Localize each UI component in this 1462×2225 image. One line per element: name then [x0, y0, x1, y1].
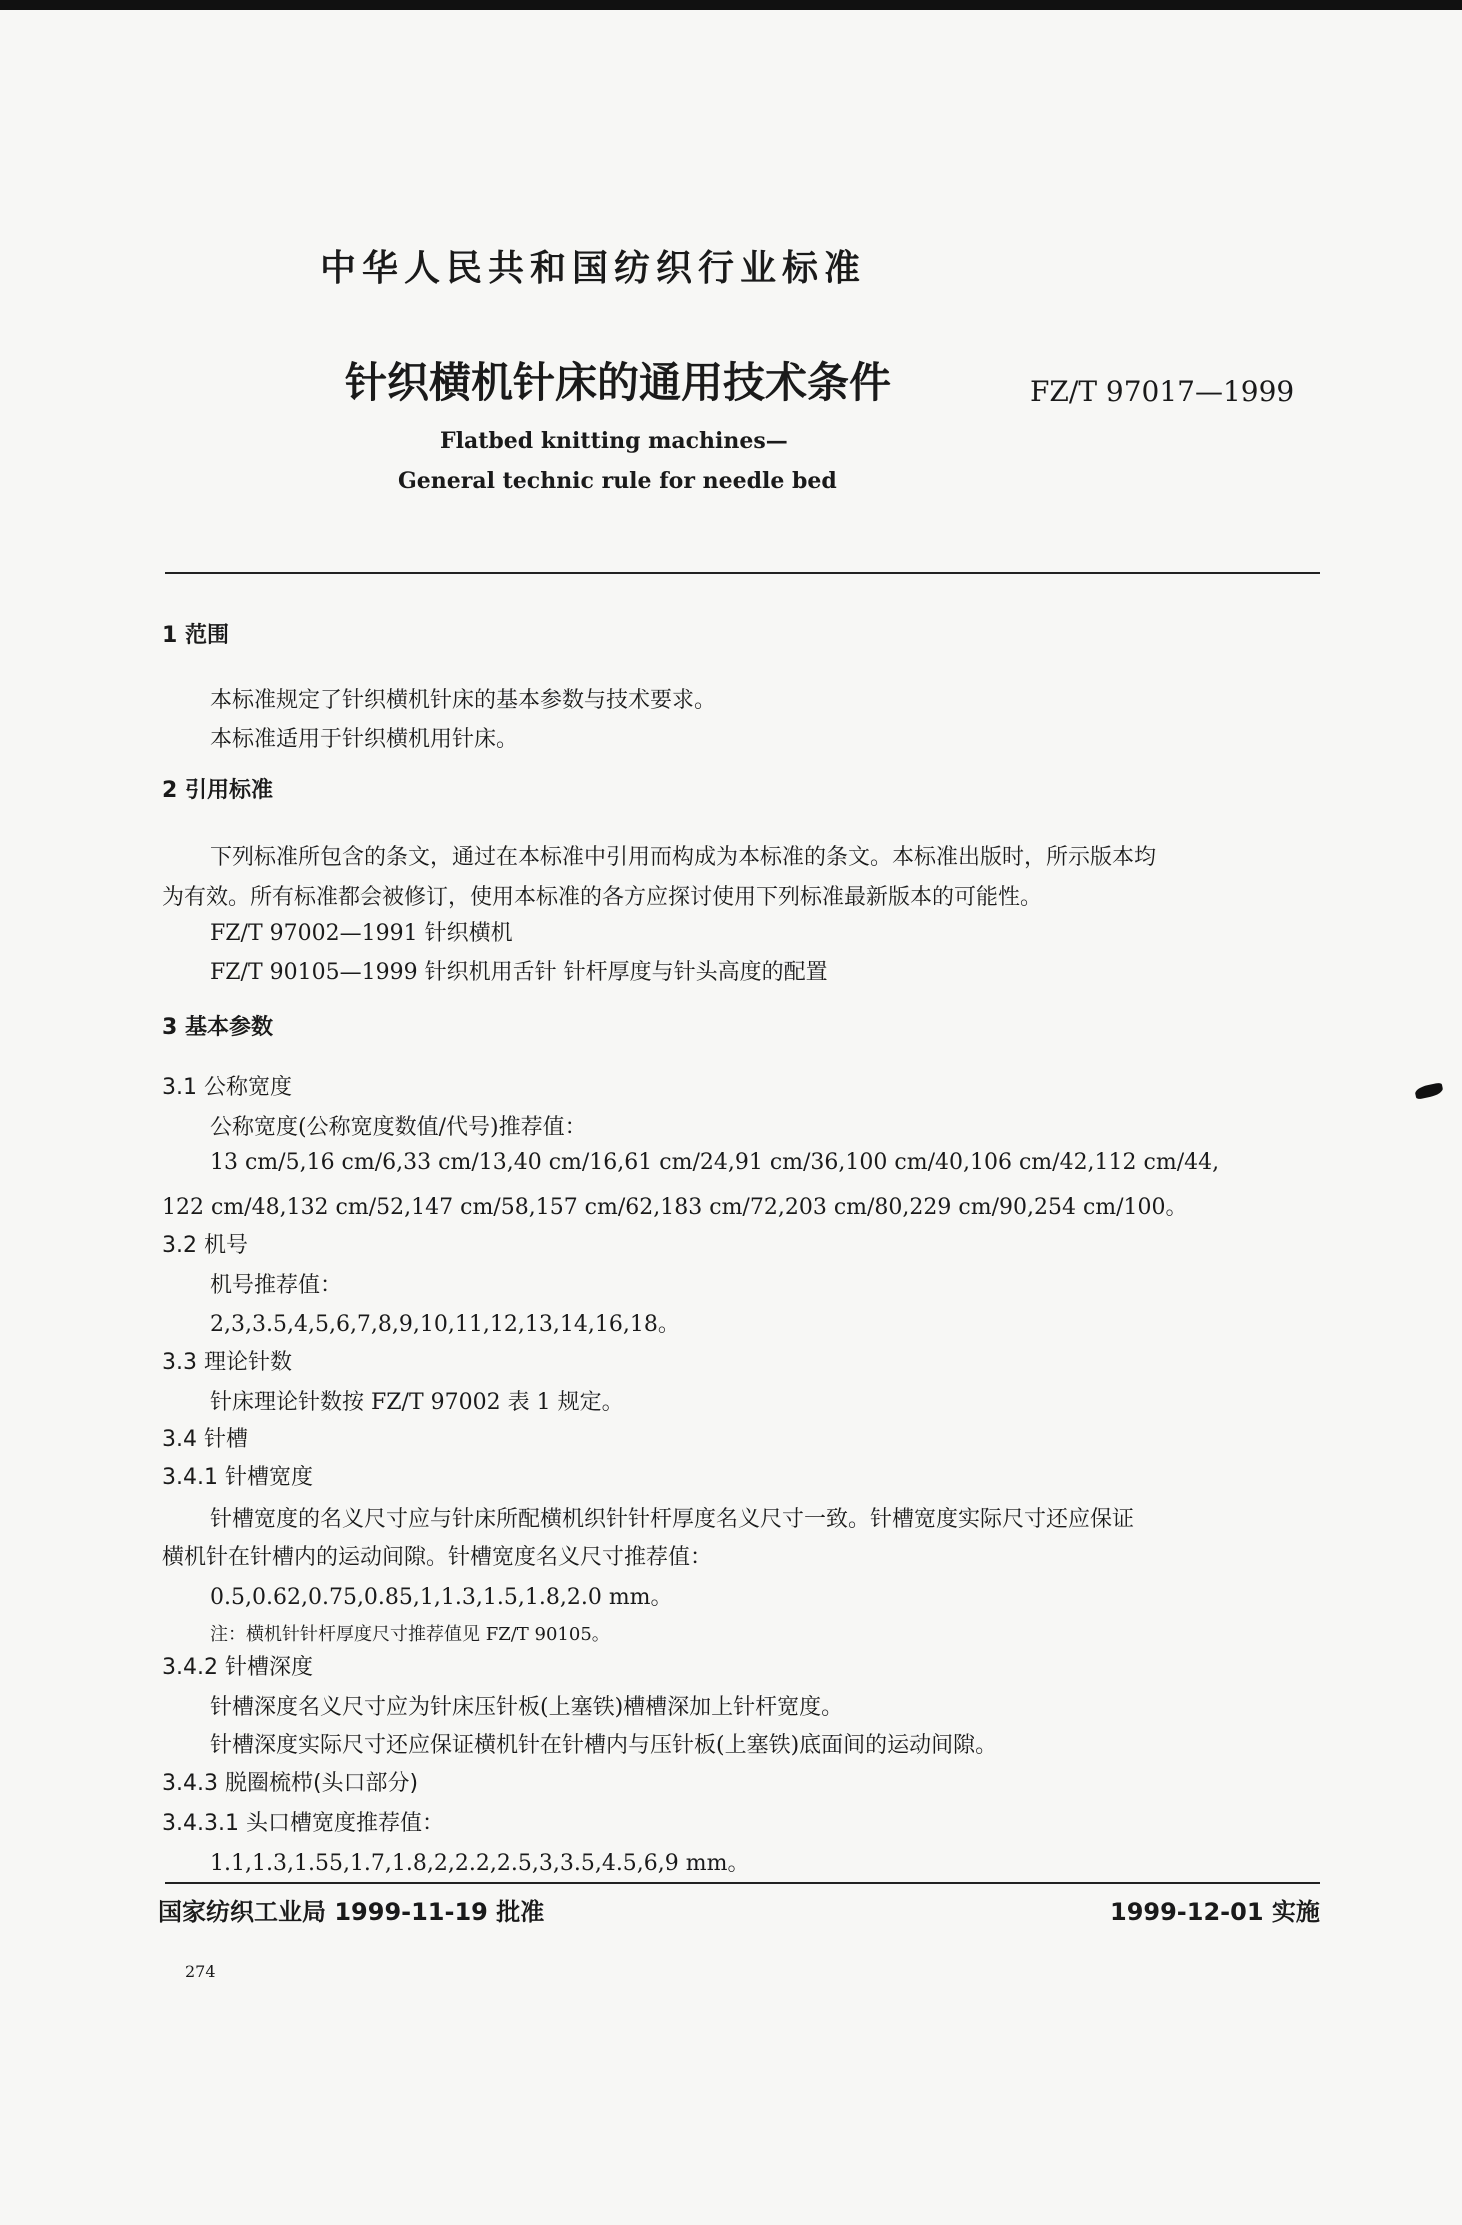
footer-divider [165, 1882, 1320, 1884]
section-3-4-2-line1: 针槽深度名义尺寸应为针床压针板(上塞铁)槽槽深加上针杆宽度。 [210, 1695, 844, 1720]
section-3-4-1-note: 注：横机针针杆厚度尺寸推荐值见 FZ/T 90105。 [210, 1624, 610, 1645]
reference-1: FZ/T 97002—1991 针织横机 [210, 921, 513, 946]
header-divider [165, 572, 1320, 574]
section-1-para-1: 本标准规定了针织横机针床的基本参数与技术要求。 [210, 688, 717, 713]
approval-line: 国家纺织工业局 1999-11-19 批准 [158, 1898, 545, 1926]
section-3-4-1-line1: 针槽宽度的名义尺寸应与针床所配横机织针针杆厚度名义尺寸一致。针槽宽度实际尺寸还应保证 [210, 1507, 1135, 1532]
section-3-1-heading: 3.1 公称宽度 [162, 1075, 292, 1100]
width-values-line2: 122 cm/48,132 cm/52,147 cm/58,157 cm/62,183 cm/72,203 cm/80,229 cm/90,254 cm/100。 [162, 1195, 1188, 1220]
head-slot-width-values: 1.1,1.3,1.55,1.7,1.8,2,2.2,2.5,3,3.5,4.5,6,9 mm。 [210, 1851, 750, 1876]
section-3-4-3-heading: 3.4.3 脱圈梳栉(头口部分) [162, 1771, 419, 1796]
section-3-4-3-1-heading: 3.4.3.1 头口槽宽度推荐值： [162, 1811, 444, 1836]
issuing-organization: 中华人民共和国纺织行业标准 [320, 248, 867, 289]
section-1-para-2: 本标准适用于针织横机用针床。 [210, 727, 519, 752]
reference-2: FZ/T 90105—1999 针织机用舌针 针杆厚度与针头高度的配置 [210, 960, 828, 985]
section-1-heading: 1 范围 [162, 623, 229, 648]
scan-artifact [1414, 1082, 1444, 1100]
section-3-4-2-line2: 针槽深度实际尺寸还应保证横机针在针槽内与压针板(上塞铁)底面间的运动间隙。 [210, 1733, 998, 1758]
section-3-4-1-heading: 3.4.1 针槽宽度 [162, 1465, 313, 1490]
gauge-values: 2,3,3.5,4,5,6,7,8,9,10,11,12,13,14,16,18。 [210, 1312, 680, 1337]
section-2-para-line2: 为有效。所有标准都会被修订，使用本标准的各方应探讨使用下列标准最新版本的可能性。 [162, 885, 1043, 910]
section-3-3-heading: 3.3 理论针数 [162, 1350, 292, 1375]
section-3-1-text: 公称宽度(公称宽度数值/代号)推荐值： [210, 1115, 587, 1140]
slot-width-values: 0.5,0.62,0.75,0.85,1,1.3,1.5,1.8,2.0 mm。 [210, 1585, 673, 1610]
section-2-para-line1: 下列标准所包含的条文，通过在本标准中引用而构成为本标准的条文。本标准出版时，所示版本均 [210, 845, 1157, 870]
effective-date: 1999-12-01 实施 [1110, 1898, 1320, 1926]
section-3-4-2-heading: 3.4.2 针槽深度 [162, 1655, 313, 1680]
page-number: 274 [185, 1962, 216, 1981]
section-3-4-1-line2: 横机针在针槽内的运动间隙。针槽宽度名义尺寸推荐值： [162, 1545, 713, 1570]
english-title-line1: Flatbed knitting machines— [440, 428, 788, 454]
section-3-heading: 3 基本参数 [162, 1015, 273, 1040]
section-2-heading: 2 引用标准 [162, 778, 273, 803]
section-3-4-heading: 3.4 针槽 [162, 1427, 248, 1452]
document-title: 针织横机针床的通用技术条件 [345, 358, 892, 407]
width-values-line1: 13 cm/5,16 cm/6,33 cm/13,40 cm/16,61 cm/24,91 cm/36,100 cm/40,106 cm/42,112 cm/44, [210, 1150, 1220, 1175]
standard-code: FZ/T 97017—1999 [1030, 375, 1295, 408]
top-border [0, 0, 1462, 10]
english-title-line2: General technic rule for needle bed [398, 468, 837, 494]
section-3-3-text: 针床理论针数按 FZ/T 97002 表 1 规定。 [210, 1390, 624, 1415]
section-3-2-text: 机号推荐值： [210, 1273, 343, 1298]
section-3-2-heading: 3.2 机号 [162, 1233, 248, 1258]
